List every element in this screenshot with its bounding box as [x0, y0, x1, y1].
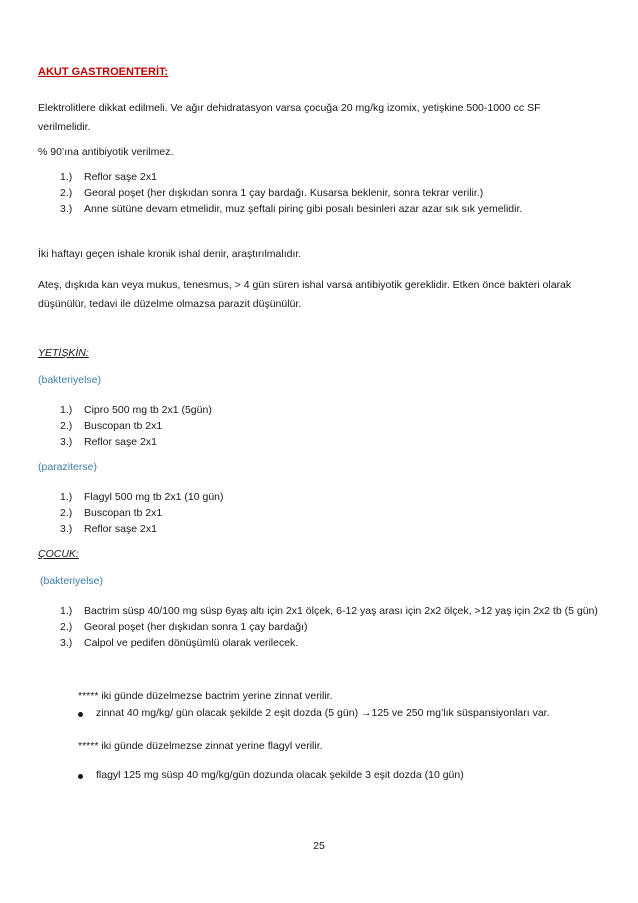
adult-heading: YETİŞKİN:: [38, 347, 89, 359]
list-item: 3.) Reflor saşe 2x1: [60, 523, 157, 535]
child-bacterial-label: (bakteriyelse): [40, 575, 104, 587]
child-treatment-list: [60, 603, 598, 651]
list-item: 3.) Calpol ve pedifen dönüşümlü olarak verilecek.: [60, 637, 299, 649]
arrow-right-icon: →: [361, 707, 372, 719]
flagyl-dosage-bullet: flagyl 125 mg süsp 40 mg/kg/gün dozunda olacak şekilde 3 eşit dozda (10 gün): [76, 769, 638, 781]
list-item: 1.) Reflor saşe 2x1: [60, 171, 157, 183]
bullet-icon: [78, 774, 83, 779]
bullet-icon: [78, 712, 83, 717]
antibiotic-note: % 90’ına antibiyotik verilmez.: [38, 146, 174, 158]
zinnat-dosage-bullet: zinnat 40 mg/kg/ gün olacak şekilde 2 eşit dozda (5 gün) →125 ve 250 mg’lık süspansiyonları var.: [76, 707, 638, 719]
flagyl-switch-note: ***** iki günde düzelmezse zinnat yerine flagyl verilir.: [78, 740, 323, 752]
adult-parasitic-list: [60, 489, 224, 537]
document-page: [38, 0, 603, 781]
intro-paragraph: Elektrolitlere dikkat edilmeli. Ve ağır dehidratasyon varsa çocuğa 20 mg/kg izomix, yetişkine 500-1000 cc SF verilmelidir.: [38, 102, 541, 133]
fever-paragraph: Ateş, dışkıda kan veya mukus, tenesmus, > 4 gün süren ishal varsa antibiyotik gereklidir. Etken önce bakteri olarak düşünülür, tedavi ile düzelme olmazsa parazit düşünülür.: [38, 279, 572, 310]
list-item: 2.) Georal poşet (her dışkıdan sonra 1 çay bardağı): [60, 621, 308, 633]
list-item: 2.) Buscopan tb 2x1: [60, 420, 163, 432]
adult-bacterial-label: (bakteriyelse): [38, 374, 102, 386]
list-item: 1.) Bactrim süsp 40/100 mg süsp 6yaş altı için 2x1 ölçek, 6-12 yaş arası için 2x2 ölçek, >12 yaş için 2x2 tb (5 gün): [60, 605, 598, 617]
adult-parasitic-label: (paraziterse): [38, 461, 97, 473]
chronic-diarrhea-note: İki haftayı geçen ishale kronik ishal denir, araştırılmalıdır.: [38, 248, 302, 260]
list-item: 3.) Anne sütüne devam etmelidir, muz şeftali pirinç gibi posalı besinleri azar azar sık sık yemelidir.: [60, 203, 523, 215]
page-title: AKUT GASTROENTERİT:: [38, 66, 169, 78]
zinnat-switch-note: ***** iki günde düzelmezse bactrim yerine zinnat verilir.: [78, 690, 333, 702]
list-item: 3.) Reflor saşe 2x1: [60, 436, 157, 448]
child-heading: ÇOCUK:: [38, 548, 79, 560]
list-item: 2.) Georal poşet (her dışkıdan sonra 1 çay bardağı. Kusarsa beklenir, sonra tekrar verilir.): [60, 187, 484, 199]
page-number: 25: [313, 840, 325, 852]
adult-bacterial-list: [60, 402, 212, 450]
list-item: 1.) Flagyl 500 mg tb 2x1 (10 gün): [60, 491, 224, 503]
list-item: 2.) Buscopan tb 2x1: [60, 507, 163, 519]
general-treatment-list: [60, 169, 522, 217]
list-item: 1.) Cipro 500 mg tb 2x1 (5gün): [60, 404, 212, 416]
